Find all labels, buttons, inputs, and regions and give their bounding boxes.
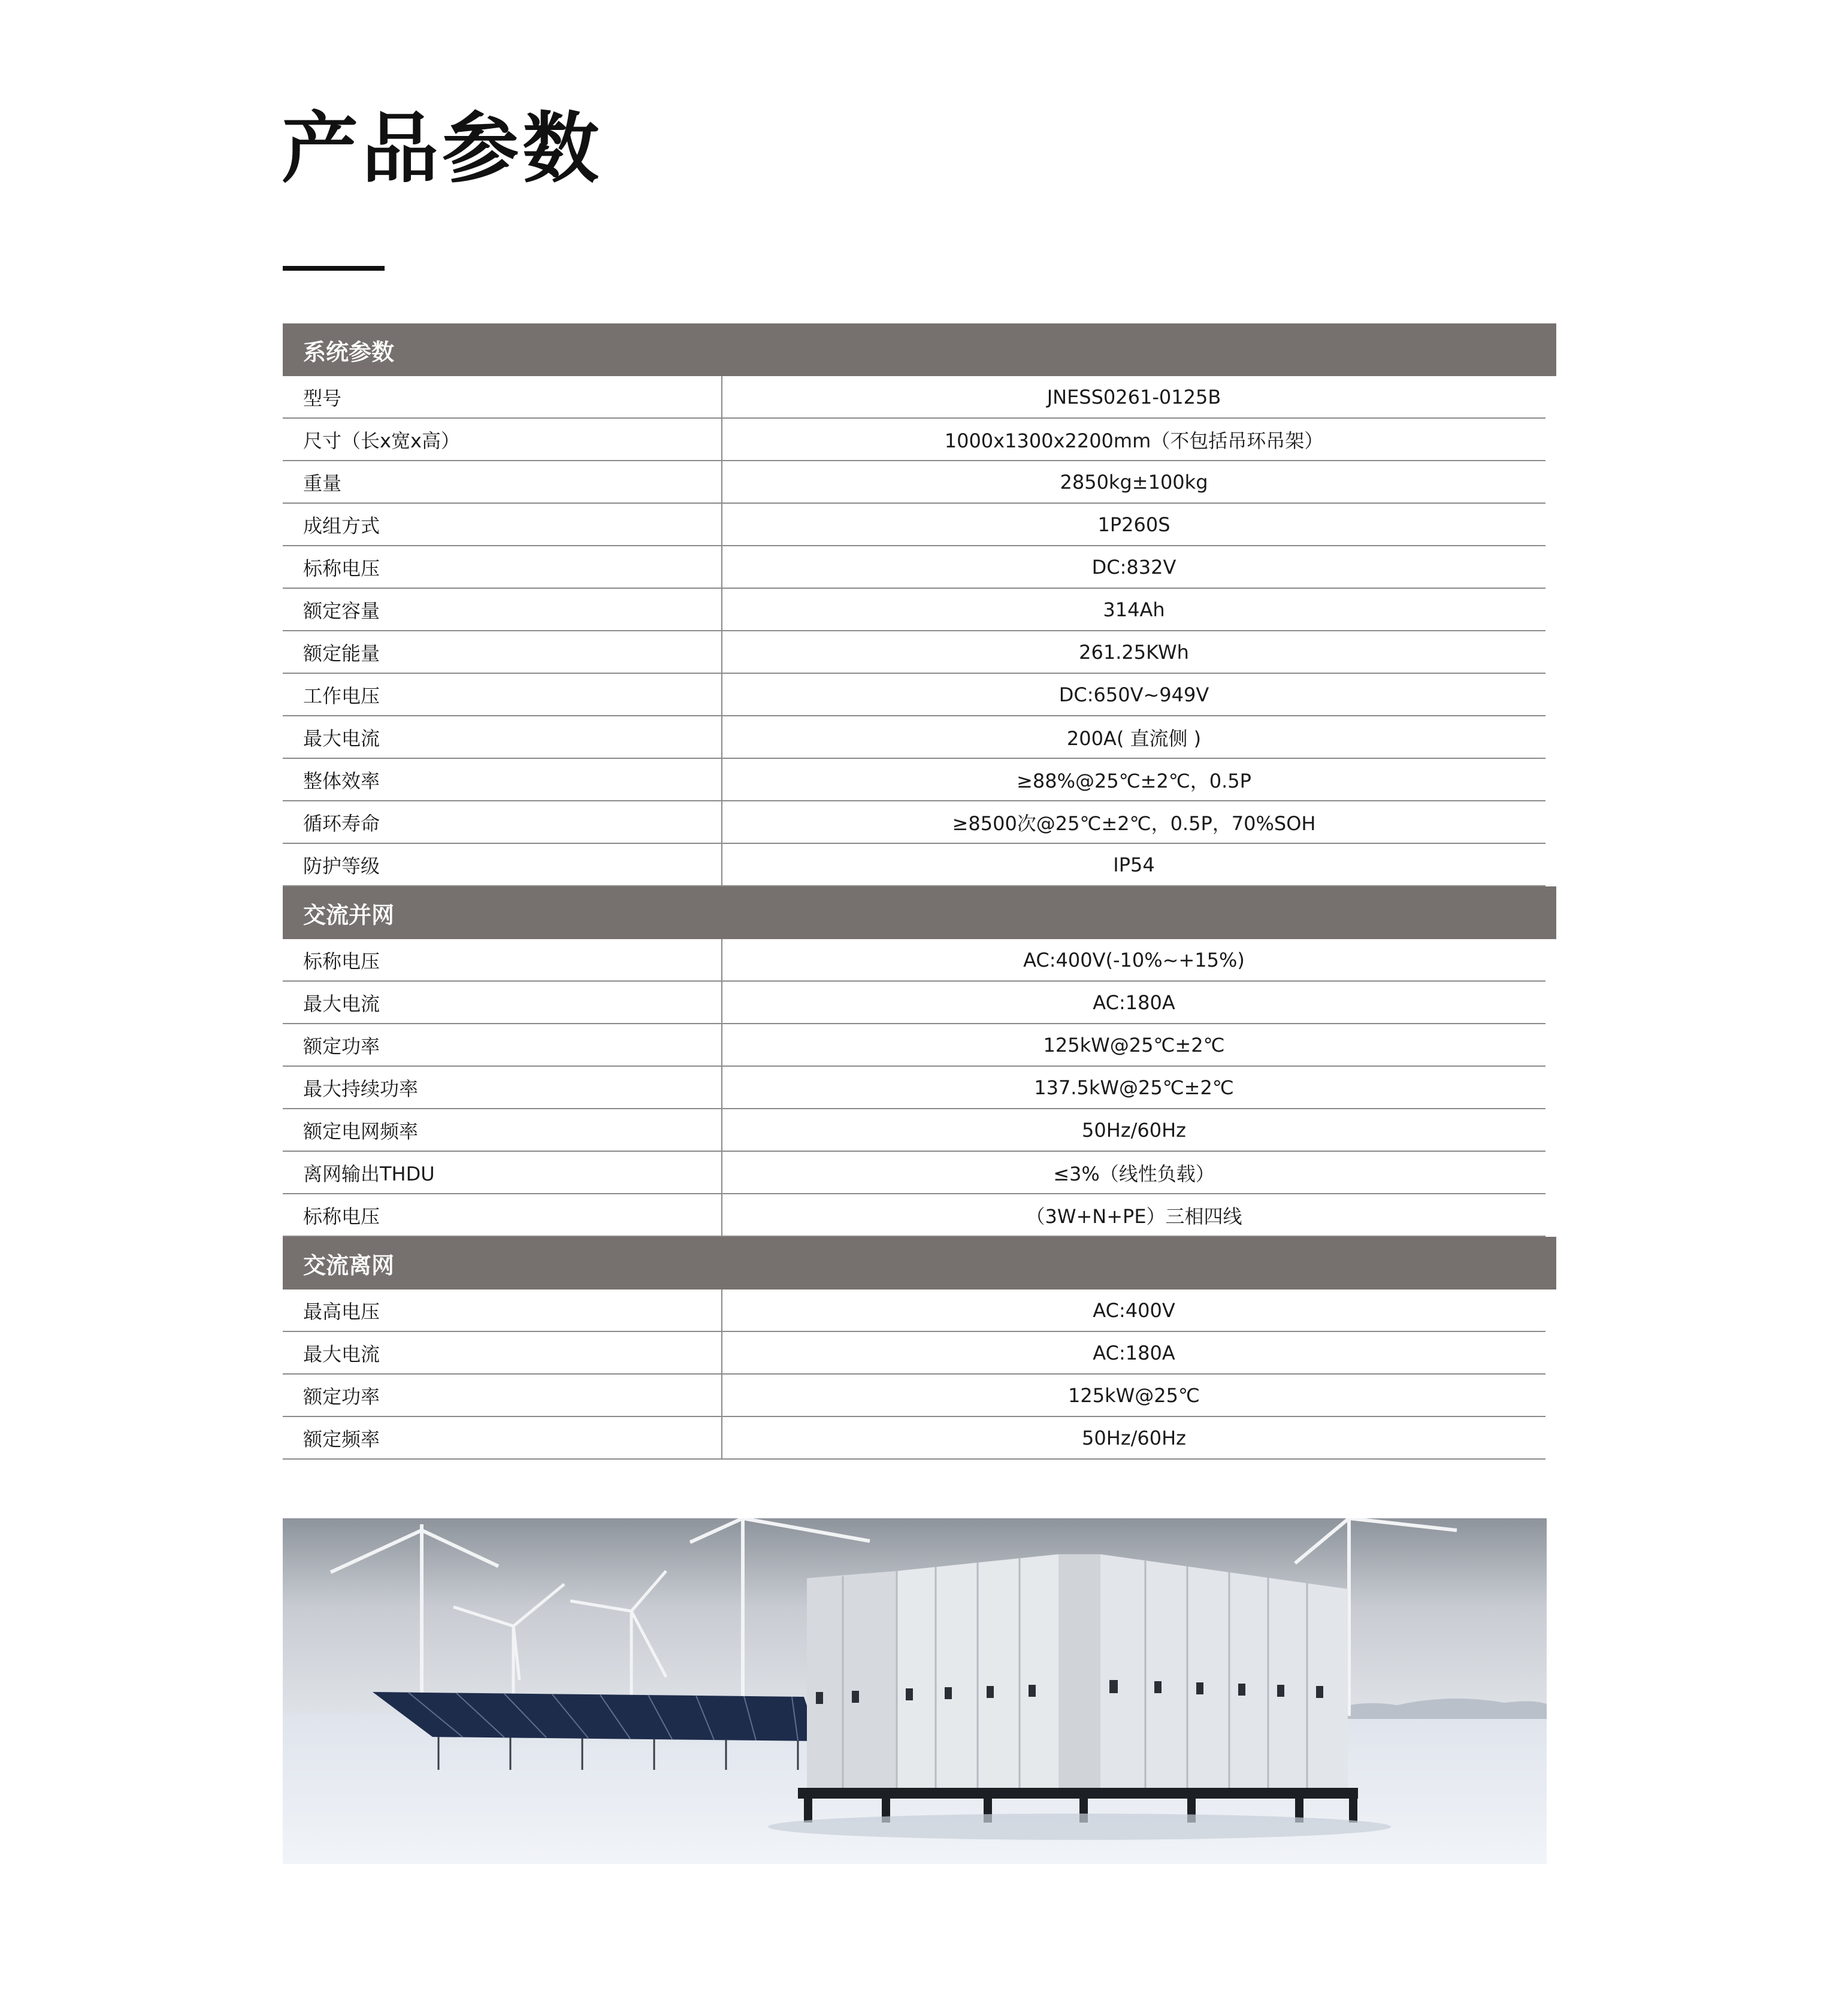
storage-cabinets (768, 1554, 1391, 1840)
spec-row (283, 1024, 1545, 1067)
spec-label: 额定能量 (283, 631, 722, 673)
section-rows (283, 939, 1545, 1237)
spec-label: 额定频率 (283, 1417, 722, 1458)
page-title: 产品参数 (282, 104, 603, 193)
spec-row (283, 1152, 1545, 1194)
spec-label: 额定功率 (283, 1375, 722, 1416)
spec-label: 最大电流 (283, 716, 722, 758)
spec-value: 1000x1300x2200mm（不包括吊环吊架） (944, 429, 1324, 452)
spec-value: 200A( 直流侧 ) (1066, 727, 1202, 750)
spec-value: JNESS0261-0125B (1046, 385, 1221, 408)
section-header: 交流并网 (283, 886, 1556, 939)
spec-row (283, 801, 1545, 844)
spec-value: ≥8500次@25℃±2℃，0.5P，70%SOH (952, 812, 1316, 835)
spec-label: 离网输出THDU (283, 1152, 722, 1193)
spec-value: AC:180A (1093, 1341, 1175, 1364)
spec-row (283, 376, 1545, 419)
spec-label: 重量 (283, 461, 722, 503)
spec-row (283, 844, 1545, 886)
spec-value: ≥88%@25℃±2℃，0.5P (1017, 769, 1251, 792)
hero-illustration (283, 1518, 1547, 1864)
spec-label: 最大电流 (283, 982, 722, 1023)
spec-value: 2850kg±100kg (1060, 470, 1208, 494)
spec-value: 125kW@25℃ (1068, 1384, 1200, 1407)
spec-row (283, 982, 1545, 1024)
spec-row (283, 1109, 1545, 1152)
spec-value: DC:832V (1091, 555, 1176, 579)
section-header: 交流离网 (283, 1237, 1556, 1289)
spec-row (283, 674, 1545, 716)
spec-row (283, 759, 1545, 801)
spec-value: AC:400V(-10%~+15%) (1023, 948, 1245, 971)
spec-table (283, 323, 1556, 1460)
spec-row (283, 1375, 1545, 1417)
spec-value: 261.25KWh (1079, 640, 1189, 664)
spec-row (283, 716, 1545, 759)
spec-label: 标称电压 (283, 939, 722, 980)
spec-value: 50Hz/60Hz (1082, 1118, 1186, 1142)
spec-label: 额定电网频率 (283, 1109, 722, 1151)
spec-label: 标称电压 (283, 546, 722, 588)
spec-row (283, 1289, 1545, 1332)
spec-label: 最大持续功率 (283, 1067, 722, 1108)
spec-value: DC:650V~949V (1058, 683, 1209, 706)
spec-label: 最高电压 (283, 1289, 722, 1331)
spec-row (283, 1067, 1545, 1109)
spec-label: 工作电压 (283, 674, 722, 715)
spec-row (283, 1332, 1545, 1375)
spec-label: 型号 (283, 376, 722, 417)
section-rows (283, 1289, 1545, 1460)
spec-label: 额定容量 (283, 589, 722, 630)
spec-row (283, 939, 1545, 982)
spec-value: （3W+N+PE）三相四线 (1026, 1204, 1242, 1228)
spec-row (283, 1417, 1545, 1460)
spec-label: 防护等级 (283, 844, 722, 885)
section-header: 系统参数 (283, 323, 1556, 376)
spec-row (283, 1194, 1545, 1237)
spec-row (283, 419, 1545, 461)
spec-row (283, 589, 1545, 631)
spec-value: 137.5kW@25℃±2℃ (1034, 1076, 1234, 1099)
spec-value: AC:400V (1093, 1298, 1175, 1322)
spec-label: 整体效率 (283, 759, 722, 800)
spec-value: ≤3%（线性负载） (1053, 1162, 1215, 1185)
spec-label: 最大电流 (283, 1332, 722, 1373)
spec-label: 循环寿命 (283, 801, 722, 843)
spec-label: 标称电压 (283, 1194, 722, 1236)
spec-label: 成组方式 (283, 504, 722, 545)
title-underline (283, 266, 385, 271)
spec-row (283, 631, 1545, 674)
spec-label: 额定功率 (283, 1024, 722, 1065)
spec-row (283, 546, 1545, 589)
spec-row (283, 504, 1545, 546)
spec-row (283, 461, 1545, 504)
hero-image (283, 1518, 1547, 1864)
spec-value: IP54 (1113, 853, 1155, 876)
spec-value: 1P260S (1097, 513, 1170, 536)
spec-value: 314Ah (1103, 598, 1165, 621)
spec-value: 125kW@25℃±2℃ (1043, 1033, 1225, 1057)
spec-label: 尺寸（长x宽x高） (283, 419, 722, 460)
spec-value: AC:180A (1093, 991, 1175, 1014)
spec-value: 50Hz/60Hz (1082, 1426, 1186, 1449)
section-rows (283, 376, 1545, 886)
